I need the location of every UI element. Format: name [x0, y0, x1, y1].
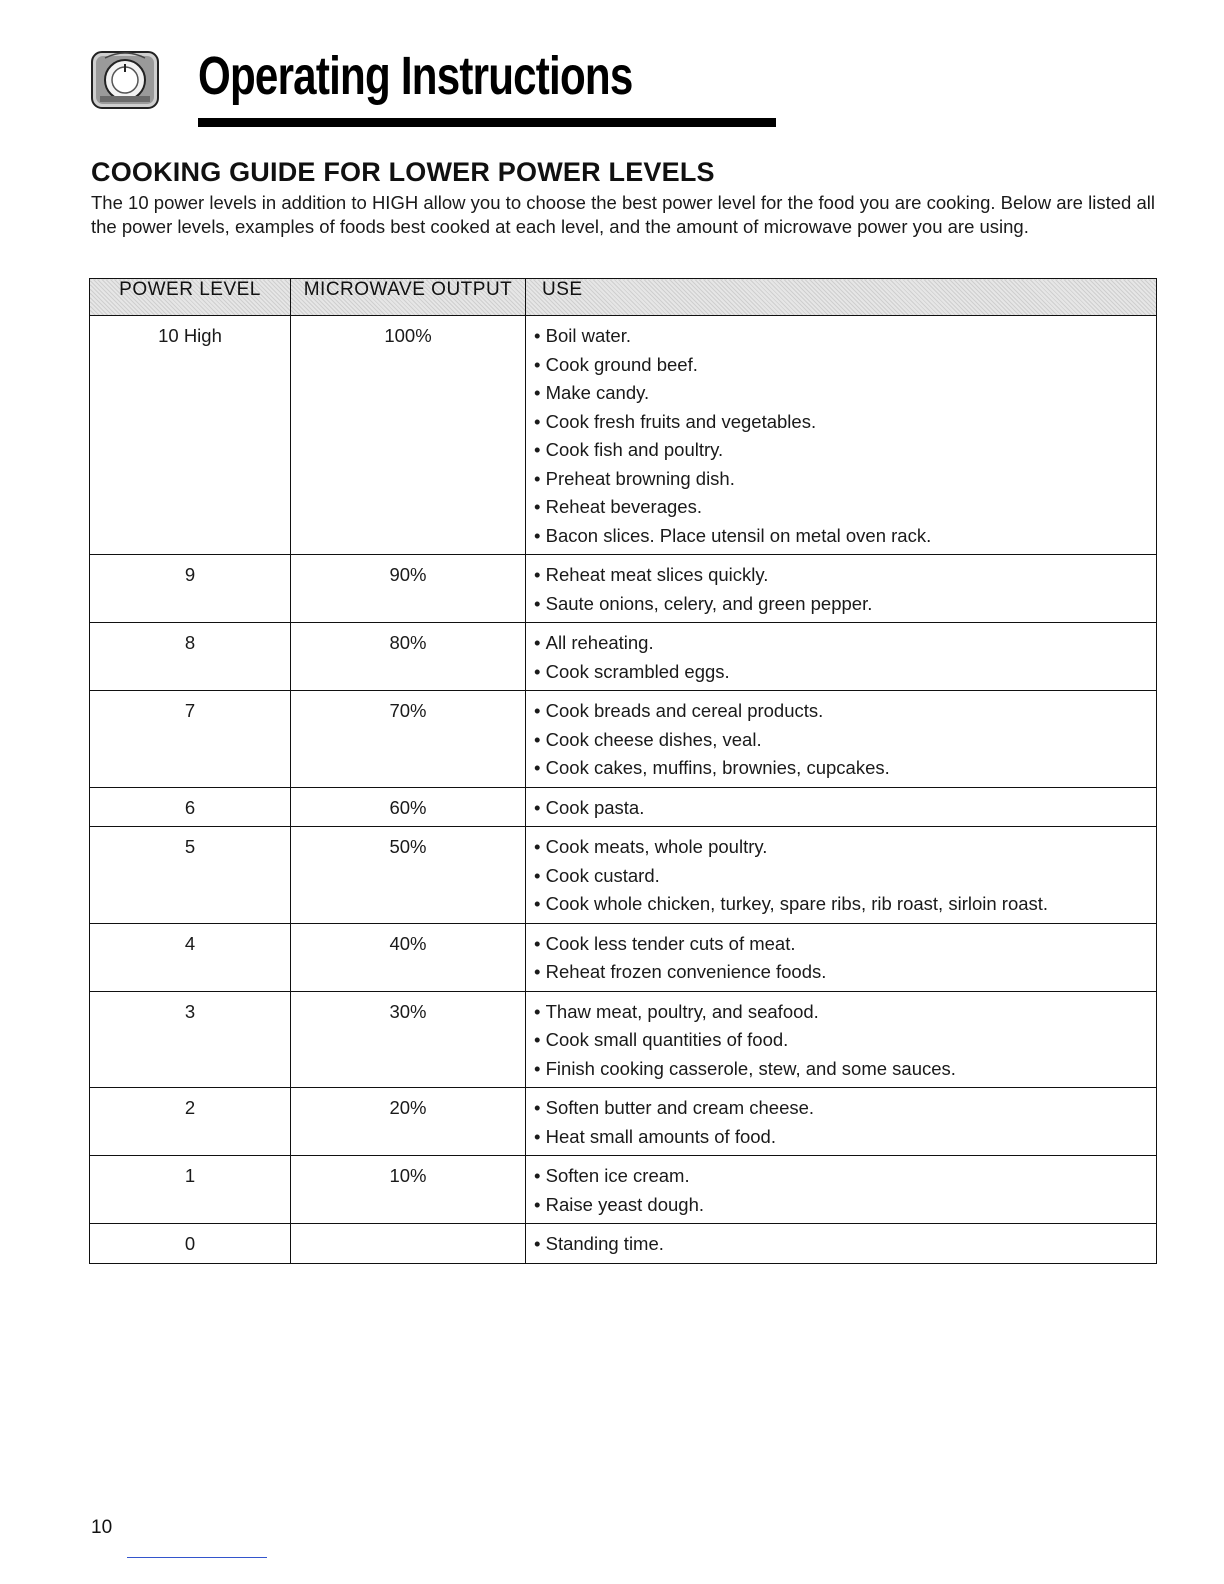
microwave-output-cell: 40%	[291, 923, 526, 991]
use-list-item: • Preheat browning dish.	[534, 465, 1156, 494]
use-list-item: • Raise yeast dough.	[534, 1191, 1156, 1220]
table-row	[90, 923, 1157, 991]
use-list-item: • All reheating.	[534, 629, 1156, 658]
use-cell	[526, 787, 1157, 827]
use-list	[534, 833, 1156, 919]
table-row	[90, 991, 1157, 1088]
use-cell	[526, 316, 1157, 555]
use-list-item: • Cook ground beef.	[534, 351, 1156, 380]
microwave-output-cell: 30%	[291, 991, 526, 1088]
use-cell	[526, 623, 1157, 691]
use-list-item: • Cook fresh fruits and vegetables.	[534, 408, 1156, 437]
use-cell	[526, 1156, 1157, 1224]
intro-paragraph: The 10 power levels in addition to HIGH allow you to choose the best power level for the food you are cooking. Below are listed all the power levels, examples of foods best cooked at each level, and the amount of microwave power you are using.	[91, 192, 1155, 237]
microwave-output-cell: 60%	[291, 787, 526, 827]
use-list	[534, 794, 1156, 823]
power-level-cell: 6	[90, 787, 291, 827]
use-list-item: • Make candy.	[534, 379, 1156, 408]
column-header-use: USE	[526, 279, 1157, 316]
use-list	[534, 930, 1156, 987]
use-list-item: • Cook pasta.	[534, 794, 1156, 823]
use-list-item: • Reheat beverages.	[534, 493, 1156, 522]
use-list-item: • Reheat meat slices quickly.	[534, 561, 1156, 590]
use-list-item: • Standing time.	[534, 1230, 1156, 1259]
microwave-output-cell: 90%	[291, 555, 526, 623]
use-cell	[526, 827, 1157, 924]
use-list	[534, 1094, 1156, 1151]
microwave-output-cell: 80%	[291, 623, 526, 691]
table-row	[90, 787, 1157, 827]
footer-rule	[127, 1557, 267, 1558]
use-list-item: • Thaw meat, poultry, and seafood.	[534, 998, 1156, 1027]
use-list-item: • Cook small quantities of food.	[534, 1026, 1156, 1055]
use-list-item: • Cook custard.	[534, 862, 1156, 891]
use-cell	[526, 1224, 1157, 1264]
use-list	[534, 322, 1156, 550]
table-row	[90, 1224, 1157, 1264]
power-level-cell: 1	[90, 1156, 291, 1224]
table-row	[90, 1088, 1157, 1156]
use-list-item: • Boil water.	[534, 322, 1156, 351]
use-cell	[526, 991, 1157, 1088]
table-row	[90, 827, 1157, 924]
power-level-cell: 9	[90, 555, 291, 623]
microwave-output-cell: 10%	[291, 1156, 526, 1224]
power-level-cell: 10 High	[90, 316, 291, 555]
use-list-item: • Soften ice cream.	[534, 1162, 1156, 1191]
use-list-item: • Cook meats, whole poultry.	[534, 833, 1156, 862]
use-list-item: • Cook breads and cereal products.	[534, 697, 1156, 726]
use-list-item: • Heat small amounts of food.	[534, 1123, 1156, 1152]
use-list-item: • Cook scrambled eggs.	[534, 658, 1156, 687]
table-body	[90, 316, 1157, 1264]
section-heading: COOKING GUIDE FOR LOWER POWER LEVELS	[91, 157, 715, 187]
microwave-output-cell: 100%	[291, 316, 526, 555]
use-list-item: • Soften butter and cream cheese.	[534, 1094, 1156, 1123]
use-list-item: • Cook less tender cuts of meat.	[534, 930, 1156, 959]
microwave-dial-icon	[90, 46, 160, 112]
use-list-item: • Cook cakes, muffins, brownies, cupcakes.	[534, 754, 1156, 783]
use-cell	[526, 691, 1157, 788]
page-number: 10	[91, 1517, 113, 1538]
title-underline	[198, 118, 776, 127]
use-list-item: • Cook fish and poultry.	[534, 436, 1156, 465]
use-list-item: • Cook cheese dishes, veal.	[534, 726, 1156, 755]
power-level-cell: 7	[90, 691, 291, 788]
table-row	[90, 1156, 1157, 1224]
column-header-power-level: POWER LEVEL	[90, 279, 291, 316]
use-cell	[526, 555, 1157, 623]
use-list	[534, 1230, 1156, 1259]
column-header-microwave-output: MICROWAVE OUTPUT	[291, 279, 526, 316]
microwave-output-cell	[291, 1224, 526, 1264]
page-title: Operating Instructions	[198, 46, 633, 106]
use-list-item: • Finish cooking casserole, stew, and some sauces.	[534, 1055, 1156, 1084]
use-list-item: • Saute onions, celery, and green pepper.	[534, 590, 1156, 619]
power-level-cell: 5	[90, 827, 291, 924]
use-list	[534, 1162, 1156, 1219]
use-cell	[526, 1088, 1157, 1156]
microwave-output-cell: 50%	[291, 827, 526, 924]
table-row	[90, 555, 1157, 623]
use-cell	[526, 923, 1157, 991]
power-level-cell: 3	[90, 991, 291, 1088]
use-list	[534, 629, 1156, 686]
use-list	[534, 561, 1156, 618]
microwave-output-cell: 20%	[291, 1088, 526, 1156]
use-list-item: • Bacon slices. Place utensil on metal oven rack.	[534, 522, 1156, 551]
table-row	[90, 623, 1157, 691]
table-header-row	[90, 279, 1157, 316]
power-level-table	[89, 278, 1157, 1264]
power-level-cell: 2	[90, 1088, 291, 1156]
use-list	[534, 998, 1156, 1084]
power-level-cell: 4	[90, 923, 291, 991]
microwave-output-cell: 70%	[291, 691, 526, 788]
use-list	[534, 697, 1156, 783]
power-level-cell: 0	[90, 1224, 291, 1264]
power-level-cell: 8	[90, 623, 291, 691]
table-row	[90, 691, 1157, 788]
use-list-item: • Cook whole chicken, turkey, spare ribs, rib roast, sirloin roast.	[534, 890, 1156, 919]
table-row	[90, 316, 1157, 555]
use-list-item: • Reheat frozen convenience foods.	[534, 958, 1156, 987]
